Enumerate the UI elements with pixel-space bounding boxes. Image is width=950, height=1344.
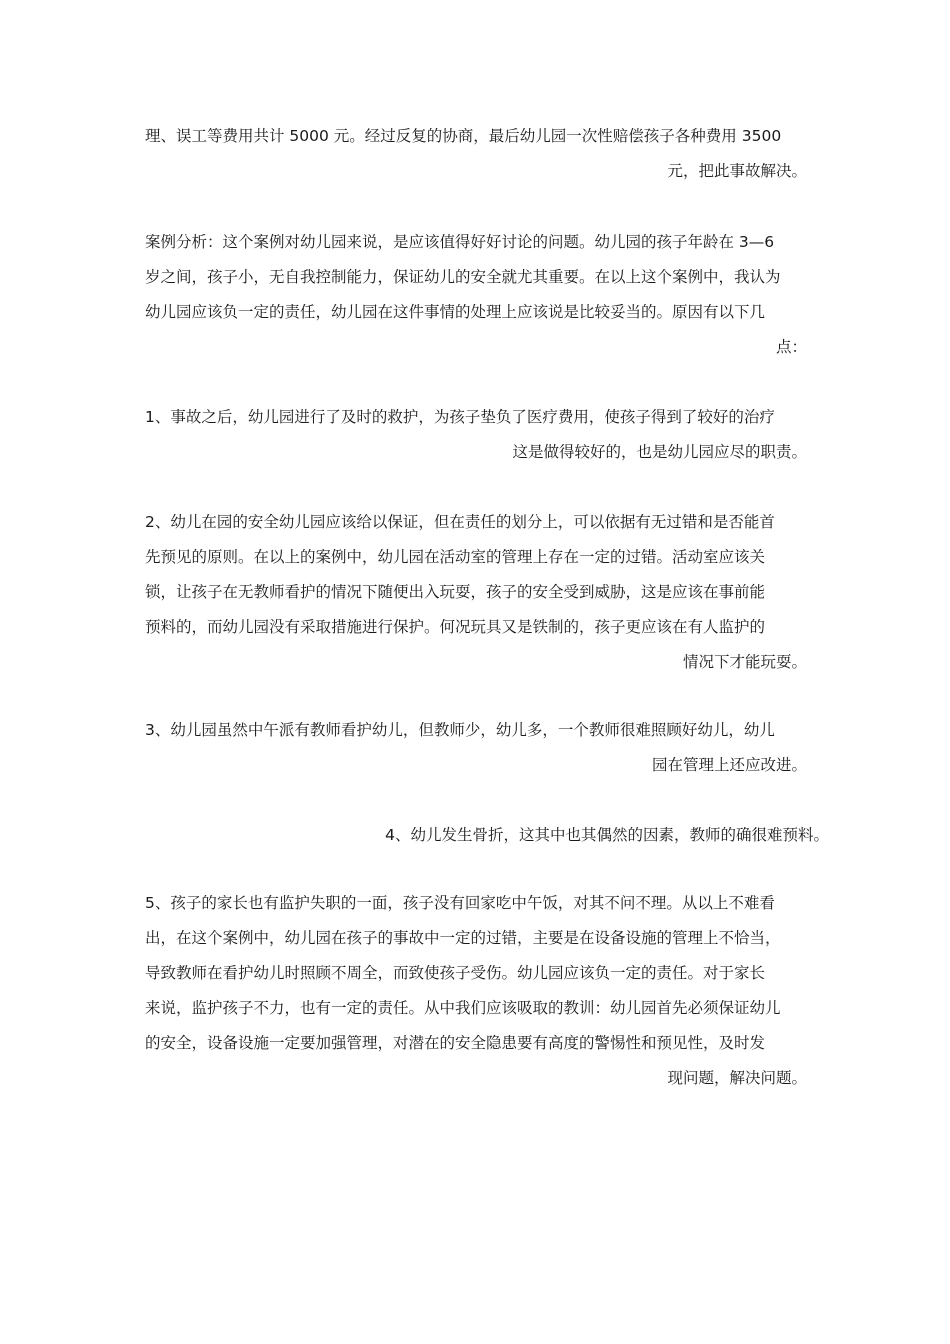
item-2-line-4: 预料的，而幼儿园没有采取措施进行保护。何况玩具又是铁制的，孩子更应该在有人监护的 bbox=[145, 618, 766, 636]
item-2-line-5: 情况下才能玩耍。 bbox=[682, 653, 807, 671]
item-5-line-3: 导致教师在看护幼儿时照顾不周全，而致使孩子受伤。幼儿园应该负一定的责任。对于家长 bbox=[145, 964, 766, 982]
item-2-line-1: 2、幼儿在园的安全幼儿园应该给以保证，但在责任的划分上，可以依据有无过错和是否能首 bbox=[145, 513, 775, 531]
item-1-line-2: 这是做得较好的，也是幼儿园应尽的职责。 bbox=[512, 443, 807, 461]
paragraph-2-line-3: 幼儿园应该负一定的责任，幼儿园在这件事情的处理上应该说是比较妥当的。原因有以下几 bbox=[145, 303, 766, 321]
item-3-line-2: 园在管理上还应改进。 bbox=[651, 756, 807, 774]
item-3-line-1: 3、幼儿园虽然中午派有教师看护幼儿，但教师少，幼儿多，一个教师很难照顾好幼儿，幼儿 bbox=[145, 721, 775, 739]
item-1-line-1: 1、事故之后，幼儿园进行了及时的救护，为孩子垫负了医疗费用，使孩子得到了较好的治疗 bbox=[145, 408, 775, 426]
item-2-line-3: 锁，让孩子在无教师看护的情况下随便出入玩耍，孩子的安全受到威胁，这是应该在事前能 bbox=[145, 583, 766, 601]
paragraph-2-line-1: 案例分析：这个案例对幼儿园来说，是应该值得好好讨论的问题。幼儿园的孩子年龄在 3—6 bbox=[145, 233, 775, 251]
item-4-line-1: 4、幼儿发生骨折，这其中也其偶然的因素，教师的确很难预料。 bbox=[385, 826, 829, 844]
paragraph-2-line-2: 岁之间，孩子小，无自我控制能力，保证幼儿的安全就尤其重要。在以上这个案例中，我认为 bbox=[145, 268, 781, 286]
item-2-line-2: 先预见的原则。在以上的案例中，幼儿园在活动室的管理上存在一定的过错。活动室应该关 bbox=[145, 548, 766, 566]
paragraph-1-line-1: 理、误工等费用共计 5000 元。经过反复的协商，最后幼儿园一次性赔偿孩子各种费用 3500 bbox=[145, 127, 782, 145]
item-5-line-4: 来说，监护孩子不力，也有一定的责任。从中我们应该吸取的教训：幼儿园首先必须保证幼儿 bbox=[145, 999, 781, 1017]
item-5-line-1: 5、孩子的家长也有监护失职的一面，孩子没有回家吃中午饭，对其不问不理。从以上不难看 bbox=[145, 894, 775, 912]
item-5-line-6: 现问题，解决问题。 bbox=[667, 1069, 807, 1087]
item-5-line-2: 出，在这个案例中，幼儿园在孩子的事故中一定的过错，主要是在设备设施的管理上不恰当， bbox=[145, 929, 781, 947]
item-5-line-5: 的安全，设备设施一定要加强管理，对潜在的安全隐患要有高度的警惕性和预见性，及时发 bbox=[145, 1034, 766, 1052]
paragraph-2-line-4: 点： bbox=[775, 338, 807, 356]
paragraph-1-line-2: 元，把此事故解决。 bbox=[667, 162, 807, 180]
